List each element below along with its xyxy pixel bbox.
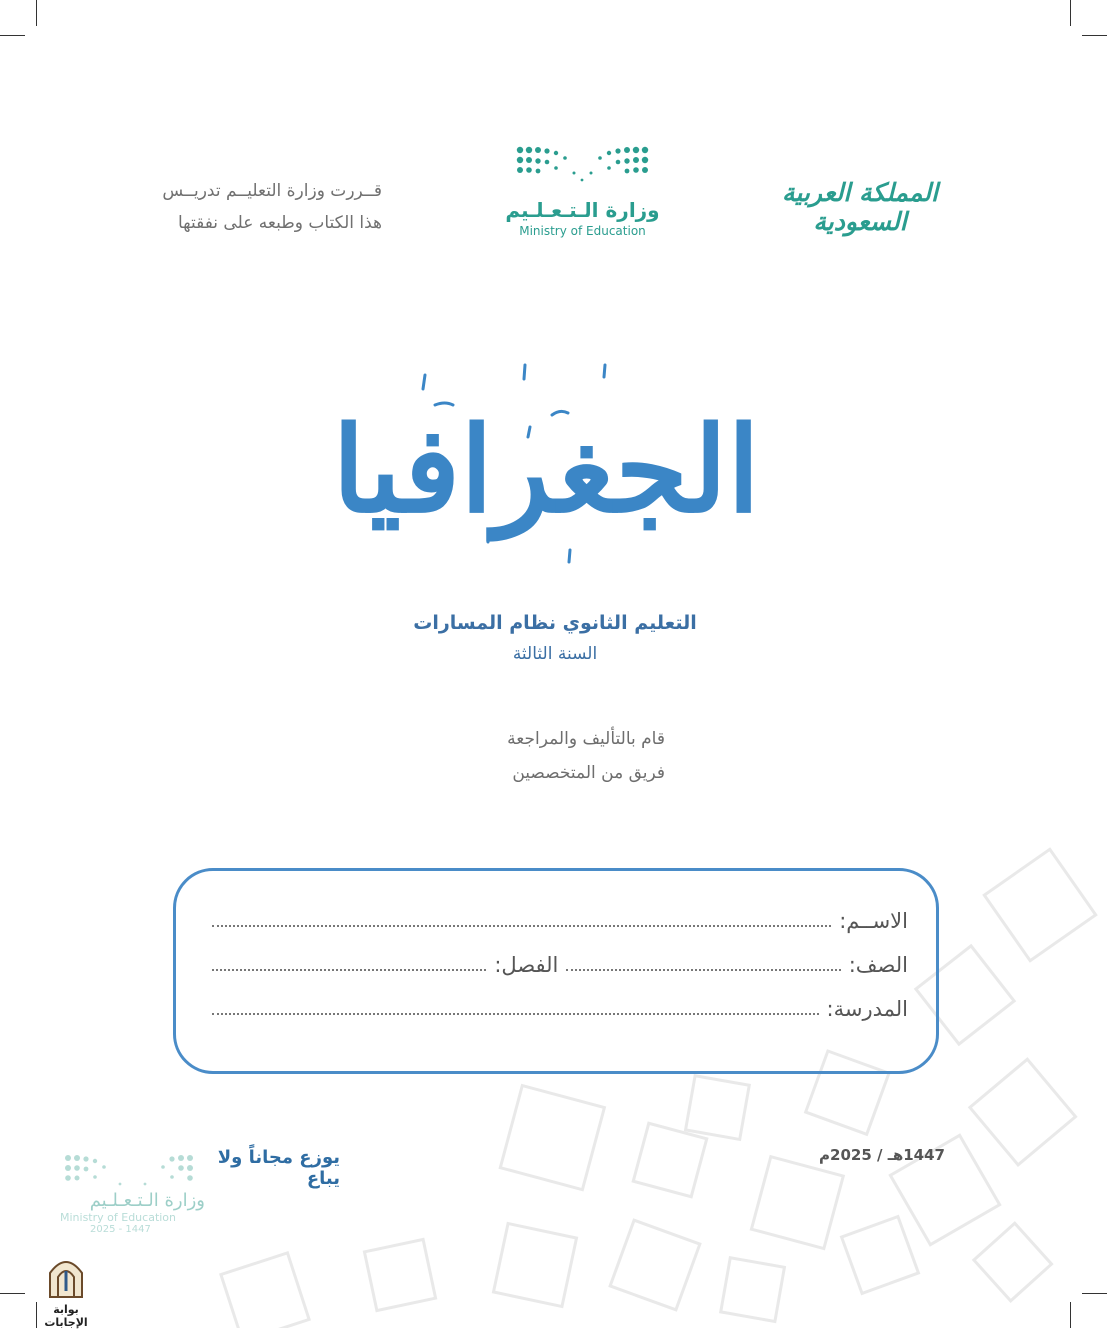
grade-label: الصف: <box>848 953 908 977</box>
grade-row <box>204 953 908 977</box>
decree-line-1: قــررت وزارة التعليــم تدريــس <box>162 181 382 201</box>
school-row <box>204 997 908 1021</box>
decree-line-2: هذا الكتاب وطبعه على نفقتها <box>177 213 382 233</box>
ministry-name-ar-footer: وزارة الـتـعـلـيم <box>89 1190 205 1211</box>
portal-label: بوابة الإجابات <box>44 1303 88 1329</box>
book-subtitle: التعليم الثانوي نظام المسارات <box>413 612 697 634</box>
free-distribution-notice: يوزع مجاناً ولا يباع <box>217 1147 340 1189</box>
book-title: الجغرافيا <box>332 400 760 539</box>
name-label: الاســم: <box>839 909 908 933</box>
authors-line-2: فريق من المتخصصين <box>512 763 665 783</box>
student-info-form <box>173 868 939 1074</box>
name-row <box>204 909 908 933</box>
authors-credit <box>400 722 665 790</box>
ministry-dots-icon <box>510 140 655 188</box>
grade-field[interactable] <box>566 969 840 971</box>
decree-text <box>120 175 382 239</box>
section-label: الفصل: <box>494 953 559 977</box>
ministry-name-ar: وزارة الـتـعـلـيم <box>505 198 660 222</box>
book-year-level: السنة الثالثة <box>512 644 598 664</box>
ministry-logo-footer <box>60 1150 205 1235</box>
section-field[interactable] <box>212 969 486 971</box>
ministry-year-range: 2025 - 1447 <box>90 1224 151 1235</box>
ministry-name-en-footer: Ministry of Education <box>60 1211 177 1224</box>
name-field[interactable] <box>212 925 831 927</box>
edition-year: 1447هـ / 2025م <box>819 1146 945 1164</box>
ministry-logo <box>505 140 660 238</box>
answers-portal-watermark <box>30 1255 102 1329</box>
portal-gate-icon <box>46 1255 86 1299</box>
kingdom-logo: المملكة العربية السعودية <box>782 178 938 236</box>
ministry-dots-faded-icon <box>60 1150 200 1196</box>
ministry-name-en: Ministry of Education <box>519 224 646 238</box>
authors-line-1: قام بالتأليف والمراجعة <box>507 729 665 749</box>
school-label: المدرسة: <box>826 997 908 1021</box>
school-field[interactable] <box>212 1013 819 1015</box>
